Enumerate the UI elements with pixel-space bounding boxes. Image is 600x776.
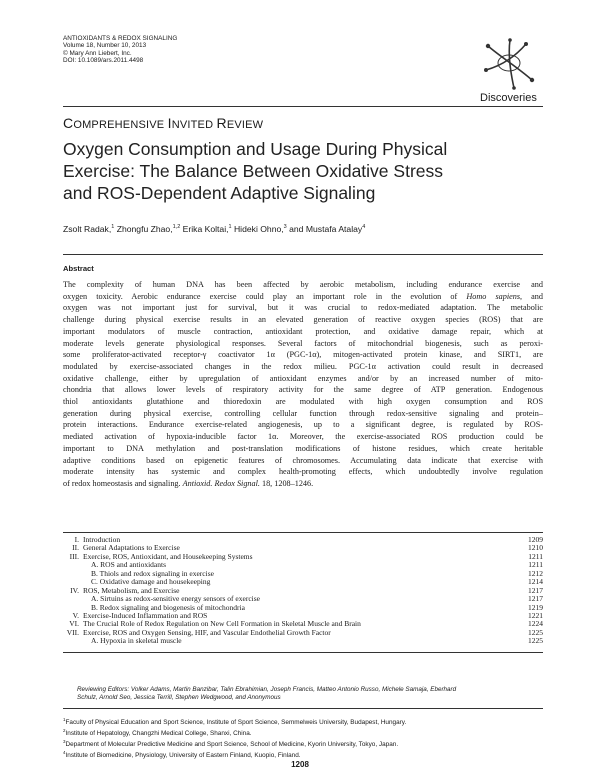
reviewing-editors [77, 686, 535, 702]
journal-header [63, 35, 177, 65]
abstract-top-divider [63, 254, 543, 255]
toc-page: 1219 [528, 602, 543, 612]
abstract-line: important modulators of muscle contraction, antioxidant protection, and oxidative damage repair, which at [63, 326, 543, 336]
author: Erika Koltai,$^1$ [182, 224, 232, 234]
toc-title: C. Oxidative damage and housekeeping [91, 577, 211, 587]
affiliation: $^1$Faculty of Physical Education and Sport Science, Institute of Sport Science, Semmelweis University, Budapest, Hungary. [63, 717, 407, 727]
table-of-contents [63, 536, 543, 646]
abstract-line: generation during physical exercise, controlling cellular function through redox-sensitive signaling and protein– [63, 408, 543, 418]
abstract-line: challenge during physical exercise results in an elevated generation of reactive oxygen species (ROS) that are [63, 315, 543, 325]
toc-page: 1217 [528, 594, 543, 604]
toc-title: A. Sirtuins as redox-sensitive energy sensors of exercise [91, 594, 260, 604]
page-number: 1208 [291, 760, 309, 769]
title-line: Oxygen Consumption and Usage During Physical [63, 139, 448, 159]
header-divider [63, 106, 543, 107]
toc-bottom-divider [63, 652, 543, 653]
journal-volume: Volume 18, Number 10, 2013 [63, 42, 147, 50]
author-list [63, 224, 365, 234]
toc-title: Exercise, ROS, Antioxidant, and Housekeeping Systems [83, 551, 253, 561]
toc-title: Introduction [83, 535, 121, 544]
discoveries-label: Discoveries [480, 92, 537, 104]
toc-page: 1214 [528, 577, 543, 587]
toc-title: A. ROS and antioxidants [91, 560, 166, 570]
toc-page: 1212 [528, 568, 543, 578]
toc-page: 1224 [528, 619, 543, 629]
abstract-line: adaptive conditions based on epigenetic features of chromosomes. Accumulating data indicate that exercise with [63, 455, 543, 465]
author: Zhongfu Zhao,$^{1,2}$ [116, 224, 181, 234]
abstract-line: oxidative challenge, either by upregulation of antioxidant enzymes and/or by an increased number of mito- [63, 373, 543, 383]
author: Zsolt Radak,$^1$ [63, 224, 115, 234]
abstract-body [63, 279, 543, 490]
abstract-heading: Abstract [63, 264, 94, 273]
toc-number [63, 570, 83, 578]
toc-title: ROS, Metabolism, and Exercise [83, 585, 180, 595]
toc-number: III. [69, 551, 79, 561]
abstract-line: of redox homeostasis and signaling. Antioxid. Redox Signal. 18, 1208–1246. [63, 478, 314, 488]
editors-line: Schulz, Arnold Seo, Jessica Terrill, Stephen Wedgwood, and Anonymous [77, 693, 281, 701]
editors-line: Reviewing Editors: Volker Adams, Martin Banzibar, Talin Ebrahimian, Joseph Francis, Matteo Antonio Russo, Michele Samaja, Eberhard [77, 686, 457, 693]
toc-title: Exercise-Induced Inflammation and ROS [83, 610, 208, 620]
toc-page: 1211 [528, 551, 543, 561]
abstract-line: oxygen toxicity. Aerobic endurance exercise could play an important role in the evolution of Homo sapiens, and [63, 291, 543, 301]
title-line: and ROS-Dependent Adaptive Signaling [63, 183, 376, 203]
toc-page: 1225 [528, 627, 543, 637]
toc-number [63, 595, 83, 603]
toc-page: 1221 [528, 610, 543, 620]
abstract-line: modulated by exercise-associated changes in the redox milieu. PGC-1α activation could result in decreased [63, 361, 543, 371]
toc-title: The Crucial Role of Redox Regulation on New Cell Formation in Skeletal Muscle and Brain [83, 619, 361, 629]
abstract-line: protein interactions. Endurance exercise-related angiogenesis, up to a significant degree, is regulated by ROS- [63, 420, 543, 430]
toc-number [63, 637, 83, 645]
toc-number: IV. [70, 585, 79, 595]
section-label [63, 115, 263, 131]
abstract-line: some proliferator-activated receptor-γ coactivator 1α (PGC-1α), mitogen-activated protein kinase, and SIRT1, are [63, 350, 543, 360]
journal-doi: DOI: 10.1089/ars.2011.4498 [63, 57, 144, 65]
toc-title: B. Thiols and redox signaling in exercise [91, 568, 214, 578]
abstract-line: moderate levels generate physiological responses. Several factors of mitochondrial biogenesis, such as peroxi- [63, 338, 543, 348]
affiliation: $^4$Institute of Biomedicine, Physiology, University of Eastern Finland, Kuopio, Finland. [63, 749, 301, 759]
title-line: Exercise: The Balance Between Oxidative Stress [63, 161, 444, 181]
article-title [63, 138, 533, 204]
affiliation-divider [63, 708, 543, 709]
toc-number: VI. [69, 619, 79, 629]
abstract-line: important to DNA methylation and post-translation modifications of histone residues, which create heritable [63, 443, 543, 453]
affiliation: $^3$Department of Molecular Predictive Medicine and Sport Science, School of Medicine, Kyorin University, Tokyo, Japan. [63, 738, 399, 748]
abstract-line: oxygen was not important just for survival, but it was crucial to redox-mediated adaptation. The metabolic [63, 303, 543, 313]
toc-row[interactable] [63, 637, 543, 645]
affiliations [63, 716, 533, 760]
abstract-line: chondria that allows lower levels of respiratory activity for the same degree of ATP generation. Endogenous [63, 385, 543, 395]
affiliation: $^2$Institute of Hepatology, Changzhi Medical College, Shanxi, China. [63, 727, 252, 738]
toc-number: V. [72, 610, 79, 620]
author: Hideki Ohno,$^3$ [233, 224, 287, 234]
abstract-line: The complexity of human DNA has been affected by aerobic metabolism, including endurance exercise and [63, 280, 543, 289]
abstract-line: mediated activation of hypoxia-inducible factor 1α. Moreover, the exercise-associated ROS production could be [63, 432, 543, 442]
toc-number [63, 561, 83, 569]
toc-title: B. Redox signaling and biogenesis of mitochondria [91, 602, 245, 612]
journal-name: ANTIOXIDANTS & REDOX SIGNALING [63, 35, 178, 42]
toc-page: 1209 [528, 535, 543, 544]
toc-title: General Adaptations to Exercise [83, 543, 180, 553]
abstract-line: moderate intensity has systemic and complex health-promoting effects, which undoubtedly involve regulation [63, 467, 543, 477]
toc-page: 1217 [528, 585, 543, 595]
toc-title: Exercise, ROS and Oxygen Sensing, HIF, and Vascular Endothelial Growth Factor [83, 627, 331, 637]
author: and Mustafa Atalay$^4$ [289, 224, 366, 234]
journal-copyright: © Mary Ann Liebert, Inc. [63, 49, 132, 57]
toc-number: I. [74, 535, 79, 544]
toc-page: 1210 [528, 543, 543, 553]
abstract-line: thiol antioxidants glutathione and thioredoxin are modulated with high oxygen consumption and ROS [63, 397, 543, 407]
section-label-text: COMPREHENSIVE INVITED REVIEW [63, 115, 264, 131]
discoveries-logo-icon [480, 36, 540, 92]
toc-number: II. [72, 543, 79, 553]
toc-title: A. Hypoxia in skeletal muscle [91, 636, 182, 646]
toc-number: VII. [66, 627, 79, 637]
toc-page: 1225 [528, 636, 543, 646]
toc-page: 1211 [528, 560, 543, 570]
toc-top-divider [63, 532, 543, 533]
